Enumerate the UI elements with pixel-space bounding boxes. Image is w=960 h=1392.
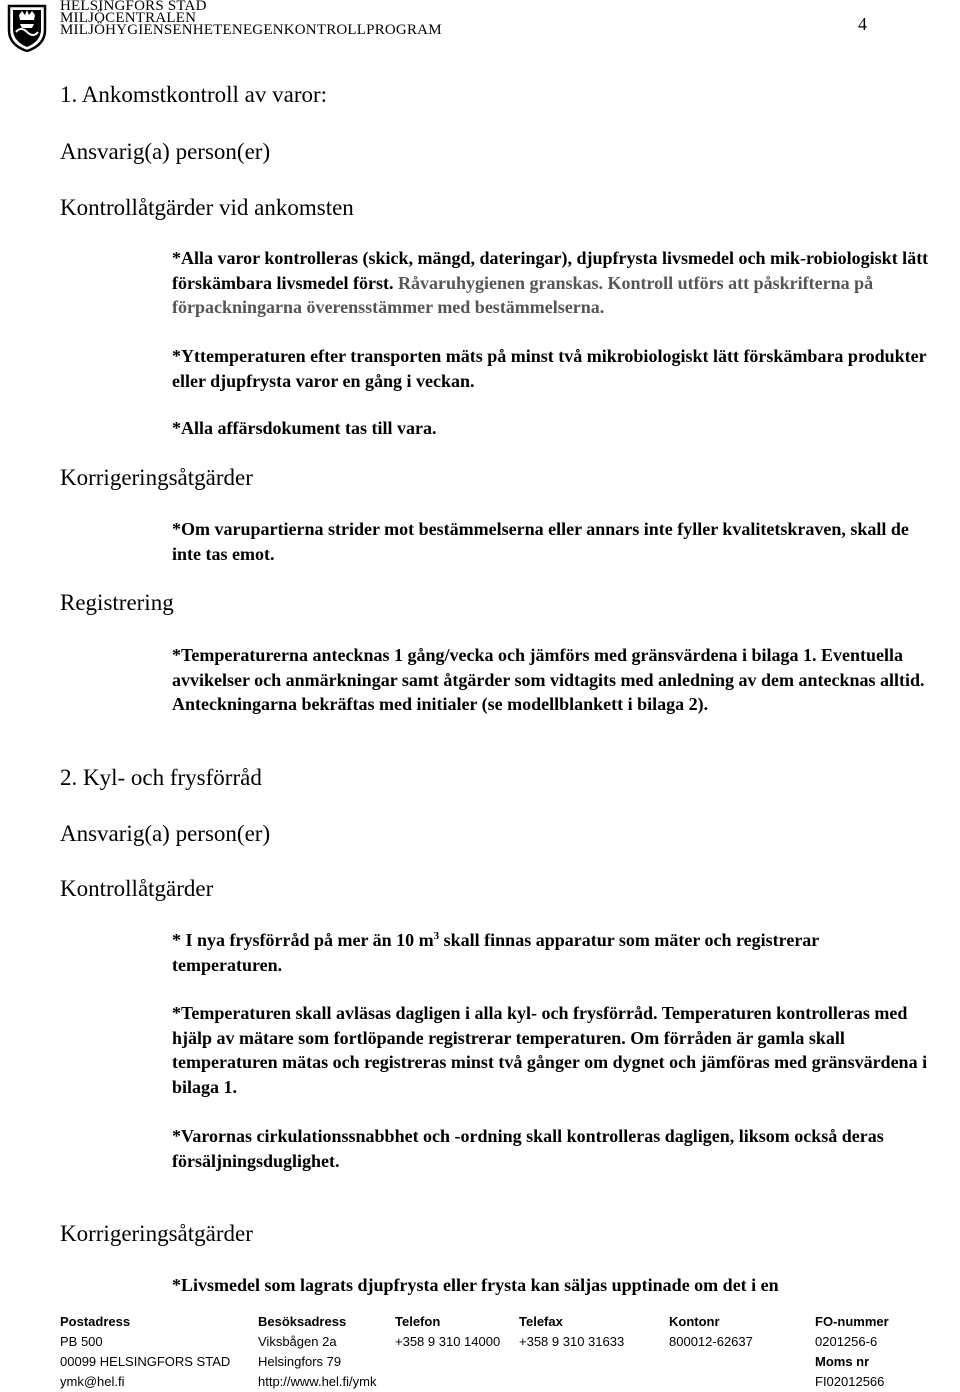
section1-corrective-heading: Korrigeringsåtgärder xyxy=(60,465,253,490)
footer-value: 00099 HELSINGFORS STAD xyxy=(60,1354,231,1369)
section2-paragraph-3: *Varornas cirkulationssnabbhet och -ordning skall kontrolleras dagligen, liksom också deras försäljningsduglighet. xyxy=(172,1126,884,1171)
footer-label: Besöksadress xyxy=(258,1314,347,1329)
footer-account xyxy=(669,1312,753,1352)
footer-value: +358 9 310 31633 xyxy=(519,1334,625,1349)
section1-paragraph-2: *Yttemperaturen efter transporten mäts på minst två mikrobiologiskt lätt förskämbara produkter eller djupfrysta varor en gång i veckan. xyxy=(172,346,927,391)
superscript: 3 xyxy=(433,930,440,942)
section2-responsible-heading: Ansvarig(a) person(er) xyxy=(60,821,271,846)
section1-registration-heading: Registrering xyxy=(60,590,174,615)
footer-label: Telefax xyxy=(519,1314,563,1329)
letterhead xyxy=(60,0,442,36)
footer-value: Helsingfors 79 xyxy=(258,1354,342,1369)
website-link[interactable]: http://www.hel.fi/ymk xyxy=(258,1374,377,1389)
paragraph-text: *Alla varor kontrolleras (skick, mängd, dateringar), djupfrysta livsmedel och mik-robiologiskt lätt förskämbara livsmedel först. xyxy=(172,248,929,293)
section1-title: 1. Ankomstkontroll av varor: xyxy=(60,82,328,107)
section1-paragraph-4: *Om varupartierna strider mot bestämmelserna eller annars inte fyller kvalitetskraven, skall de inte tas emot. xyxy=(172,519,909,564)
paragraph-text: * I nya frysförråd på mer än 10 m xyxy=(172,930,434,950)
paragraph-text: Råvaruhygienen granskas. xyxy=(393,272,603,293)
footer-value: +358 9 310 14000 xyxy=(395,1334,501,1349)
footer-postal-address xyxy=(60,1312,230,1392)
footer-label: Postadress xyxy=(60,1314,131,1329)
footer-value: FI02012566 xyxy=(815,1374,885,1389)
footer-label: Telefon xyxy=(395,1314,441,1329)
section2-paragraph-4: *Livsmedel som lagrats djupfrysta eller frysta kan säljas upptinade om det i en xyxy=(172,1275,779,1295)
section1-responsible-heading: Ansvarig(a) person(er) xyxy=(60,139,271,164)
footer-fax xyxy=(519,1312,624,1352)
paragraph-text: skall finnas apparatur som mäter och registrerar temperaturen. xyxy=(172,930,819,975)
section1-paragraph-3: *Alla affärsdokument tas till vara. xyxy=(172,418,437,438)
section2-title: 2. Kyl- och frysförråd xyxy=(60,765,262,790)
section2-corrective-heading: Korrigeringsåtgärder xyxy=(60,1221,253,1246)
org-department: MILJÖCENTRALEN xyxy=(60,10,197,26)
paragraph-text: Kontroll utförs att påskrifterna på förpackningarna överensstämmer med bestämmelserna. xyxy=(172,272,874,317)
section2-paragraph-2: *Temperaturen skall avläsas dagligen i alla kyl- och frysförråd. Temperaturen kontrolleras med hjälp av mätare som fortlöpande registrerar temperaturen. Om förråden är gamla skall temperaturen mätas och registreras minst två gånger om dygnet och jämföras med gränsvärdena i bilaga 1. xyxy=(172,1003,928,1097)
section1-control-heading: Kontrollåtgärder vid ankomsten xyxy=(60,195,354,220)
section1-paragraph-1 xyxy=(172,246,932,320)
city-crest-icon xyxy=(6,2,48,52)
footer-label: FO-nummer xyxy=(815,1314,889,1329)
section2-paragraph-1 xyxy=(172,928,932,977)
section2-control-heading: Kontrollåtgärder xyxy=(60,876,214,901)
footer-label: Moms nr xyxy=(815,1354,870,1369)
footer-value: PB 500 xyxy=(60,1334,103,1349)
program-title: MILJÖHYGIENSENHETENEGENKONTROLLPROGRAM xyxy=(60,22,442,38)
footer-label: Kontonr xyxy=(669,1314,720,1329)
page-number: 4 xyxy=(858,14,867,34)
footer-value: 800012-62637 xyxy=(669,1334,753,1349)
footer-value: 0201256-6 xyxy=(815,1334,878,1349)
footer-value: Viksbågen 2a xyxy=(258,1334,337,1349)
footer-business-id xyxy=(815,1312,889,1392)
footer-telephone xyxy=(395,1312,500,1352)
org-name: HELSINGFORS STAD xyxy=(60,0,207,14)
footer-visiting-address xyxy=(258,1312,376,1392)
section1-paragraph-5: *Temperaturerna antecknas 1 gång/vecka och jämförs med gränsvärdena i bilaga 1. Eventuella avvikelser och anmärkningar samt åtgärder som vidtagits med anledning av dem antecknas alltid. Anteckningarna bekräftas med initialer (se modellblankett i bilaga 2). xyxy=(172,645,925,714)
email-link[interactable]: ymk@hel.fi xyxy=(60,1374,125,1389)
